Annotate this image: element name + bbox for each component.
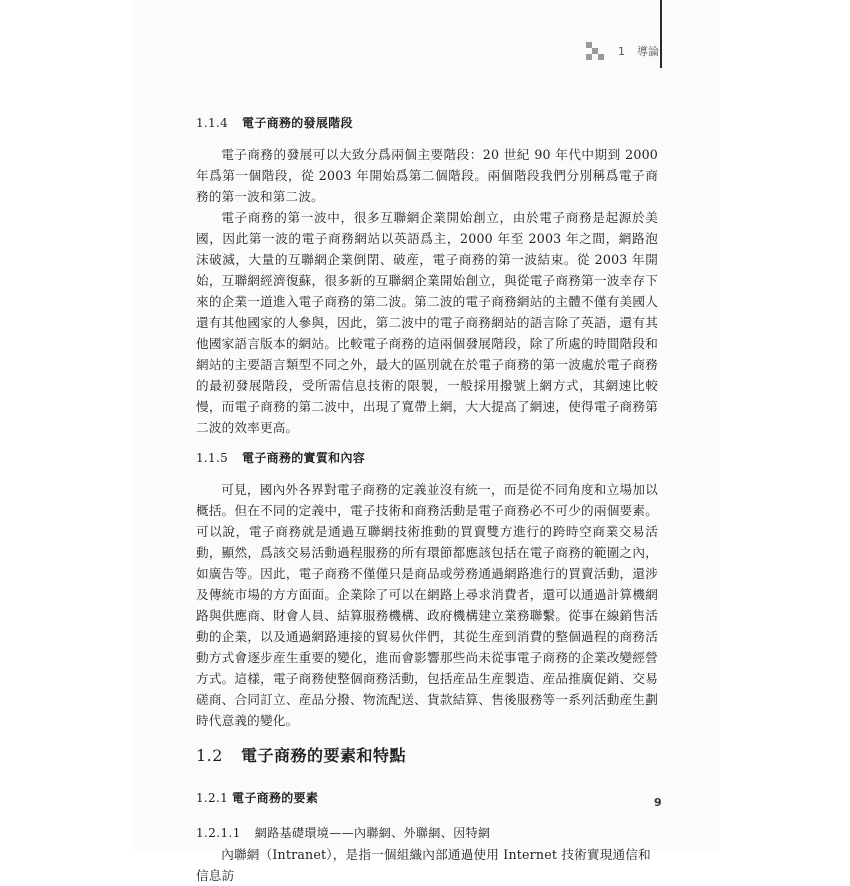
section-title: 電子商務的發展階段 [242,116,353,130]
running-head-chapter-title: 導論 [637,45,659,58]
page-content [196,113,658,886]
section-number: 1.2.1.1 [196,826,241,840]
header-vertical-rule [660,0,662,68]
section-heading-1-1-5 [196,448,658,469]
section-heading-1-2-1-1 [196,823,658,844]
section-title: 網路基礎環境——內聯網、外聯網、因特網 [254,826,491,840]
section-heading-1-2 [196,745,658,766]
paragraph: 可見，國內外各界對電子商務的定義並沒有統一，而是從不同角度和立場加以概括。但在不同的定義中，電子技術和商務活動是電子商務必不可少的兩個要素。可以說，電子商務就是通過互聯網技術推動的買賣雙方進行的跨時空商業交易活動，顯然，爲該交易活動過程服務的所有環節都應該包括在電子商務的範圍之內，如廣告等。因此，電子商務不僅僅只是商品或勞務通過網路進行的買賣活動，還涉及傳統市場的方方面面。企業除了可以在網路上尋求消費者，還可以通過計算機網路與供應商、財會人員、結算服務機構、政府機構建立業務聯繫。從事在線銷售活動的企業，以及通過網路連接的貿易伙伴們，其從生産到消費的整個過程的商務活動方式會逐步産生重要的變化，進而會影響那些尚未從事電子商務的企業改變經營方式。這樣，電子商務使整個商務活動，包括産品生産製造、産品推廣促銷、交易磋商、合同訂立、産品分撥、物流配送、貨款結算、售後服務等一系列活動産生劃時代意義的變化。 [196,482,658,728]
section-number: 1.2.1 [196,791,229,805]
section-title: 電子商務的要素 [232,791,319,805]
paragraph: 電子商務的發展可以大致分爲兩個主要階段：20 世紀 90 年代中期到 2000 年爲第一個階段，從 2003 年開始爲第二個階段。兩個階段我們分別稱爲電子商務的第一波和第二波。 [196,147,658,204]
section-heading-1-1-4 [196,113,658,134]
section-number: 1.1.5 [196,451,229,465]
checkerboard-icon [586,42,606,60]
running-head-chapter-number: 1 [618,44,625,58]
running-head [586,41,659,61]
section-heading-1-2-1 [196,788,658,809]
section-number: 1.2 [196,746,223,765]
paragraph: 內聯網（Intranet），是指一個組織內部通過使用 Internet 技術實現通信和信息訪 [196,847,651,883]
section-title: 電子商務的實質和內容 [242,451,366,465]
section-number: 1.1.4 [196,116,229,130]
section-title: 電子商務的要素和特點 [240,746,406,765]
paragraph: 電子商務的第一波中，很多互聯網企業開始創立，由於電子商務是起源於美國，因此第一波的電子商務網站以英語爲主，2000 年至 2003 年之間，網路泡沫破滅，大量的互聯網企業倒閉、破産，電子商務的第一波結束。從 2003 年開始，互聯網經濟復蘇，很多新的互聯網企業開始創立，與從電子商務第一波幸存下來的企業一道進入電子商務的第二波。第二波的電子商務網站的主體不僅有美國人還有其他國家的人參與，因此，第二波中的電子商務網站的語言除了英語，還有其他國家語言版本的網站。比較電子商務的這兩個發展階段，除了所處的時間階段和網站的主要語言類型不同之外，最大的區別就在於電子商務的第一波處於電子商務的最初發展階段，受所需信息技術的限製，一般採用撥號上網方式，其網速比較慢，而電子商務的第二波中，出現了寬帶上網，大大提高了網速，使得電子商務第二波的效率更高。 [196,210,658,435]
page-number: 9 [654,796,662,809]
